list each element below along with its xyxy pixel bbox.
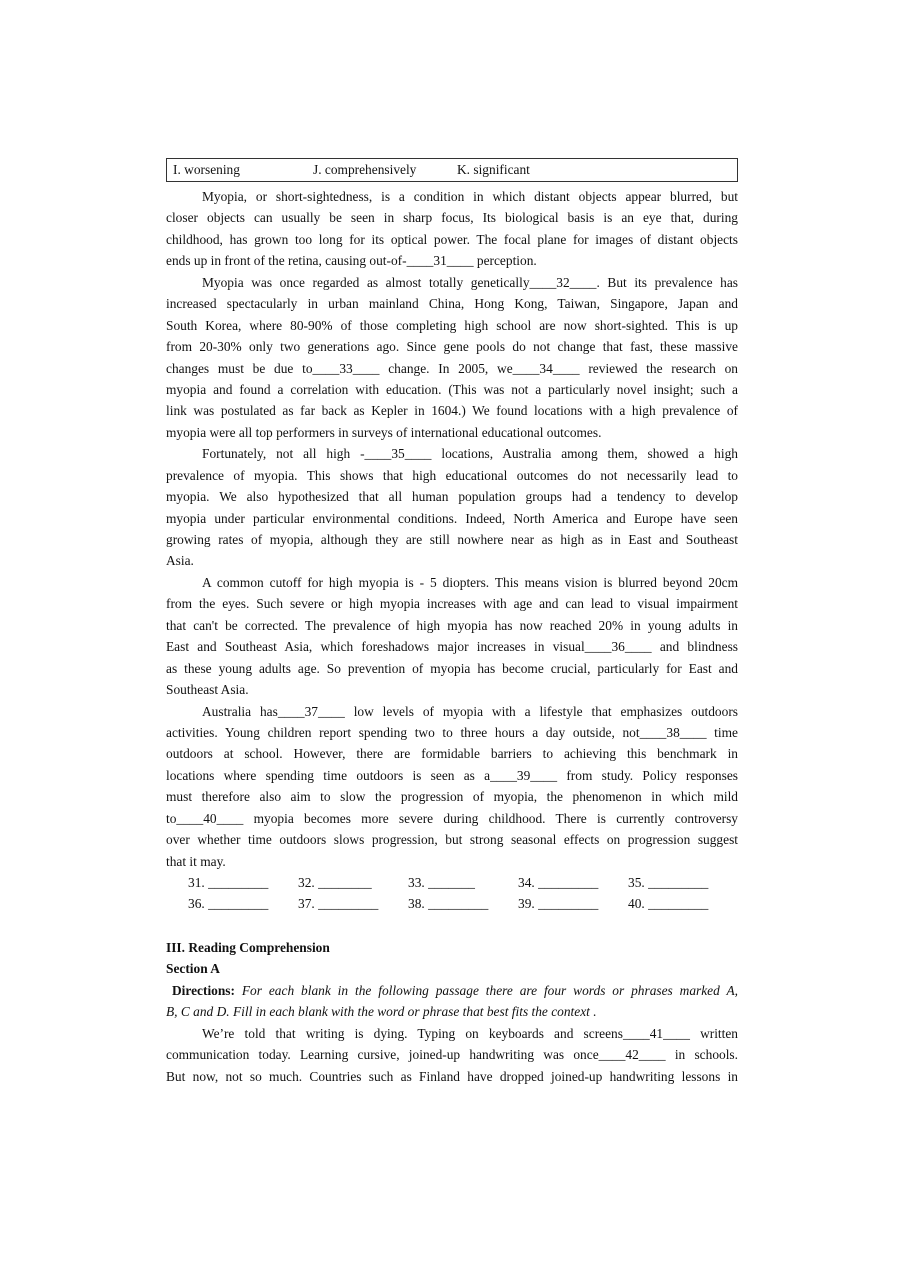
text-line: increased spectacularly in urban mainland China, Hong Kong, Taiwan, Singapore, Japan and [166,296,738,312]
text-line: myopia. We also hypothesized that all human population groups had a tendency to develop [166,489,738,505]
answer-blank[interactable]: 35. _________ [628,875,709,890]
text-line: South Korea, where 80-90% of those completing high school are now short-sighted. This is up [166,317,738,333]
text-line: We’re told that writing is dying. Typing on keyboards and screens____41____ written [202,1025,738,1041]
text-line: over whether time outdoors slows progression, but strong seasonal effects on progression suggest [166,832,738,848]
paragraph [166,443,738,572]
text-line: communication today. Learning cursive, joined-up handwriting was once____42____ in schools. [166,1047,738,1063]
answer-blanks [166,872,738,915]
answer-blank[interactable]: 33. _______ [408,875,475,890]
text-line: that it may. [166,853,226,869]
text-line: closer objects can usually be seen in sharp focus, Its biological basis is an eye that, during [166,210,738,226]
passage-writing [166,1023,738,1087]
text-line: ends up in front of the retina, causing out-of-____31____ perception. [166,253,537,269]
answer-blank[interactable]: 37. _________ [298,896,379,912]
section-subheading: Section A [166,961,220,977]
text-line: growing rates of myopia, although they are still nowhere near as high as in East and Southeast [166,532,738,547]
text-line: myopia under particular environmental conditions. Indeed, North America and Europe have seen [166,510,738,526]
answer-blank[interactable]: 32. ________ [298,875,372,890]
answer-blank[interactable]: 38. _________ [408,896,489,912]
word-option: J. comprehensively [313,162,417,177]
section-heading: III. Reading Comprehension [166,939,330,955]
text-line: as these young adults age. So prevention of myopia has become crucial, particularly for East and [166,660,738,676]
answer-blank[interactable]: 31. _________ [188,875,269,890]
paragraph [166,272,738,444]
text-line: from 20-30% only two generations ago. Since gene pools do not change that fast, these massive [166,339,738,355]
text-line: Fortunately, not all high -____35____ locations, Australia among them, showed a high [202,446,738,462]
text-line: Asia. [166,553,194,569]
text-line: A common cutoff for high myopia is - 5 diopters. This means vision is blurred beyond 20cm [202,574,738,590]
text-line: East and Southeast Asia, which foreshadows major increases in visual____36____ and blindness [166,639,738,655]
text-line: activities. Young children report spending two to three hours a day outside, not____38____ time [166,724,738,740]
text-line: Myopia was once regarded as almost totally genetically____32____. But its prevalence has [202,274,738,290]
directions-text: B, C and D. Fill in each blank with the word or phrase that best fits the context . [166,1004,597,1020]
word-option: I. worsening [173,162,240,177]
document-page [166,158,738,1087]
text-line: myopia and found a correlation with education. (This was not a particularly novel insight; such a [166,381,738,397]
text-line: Southeast Asia. [166,682,249,698]
passage-myopia [166,186,738,872]
directions [166,980,738,1023]
paragraph [166,572,738,701]
text-line: that can't be corrected. The prevalence of high myopia has now reached 20% in young adults in [166,617,738,633]
text-line: Australia has____37____ low levels of myopia with a lifestyle that emphasizes outdoors [202,703,738,719]
text-line: changes must be due to____33____ change. In 2005, we____34____ reviewed the research on [166,360,738,376]
text-line: childhood, has grown too long for its optical power. The focal plane for images of distant objects [166,231,738,247]
text-line: Myopia, or short-sightedness, is a condition in which distant objects appear blurred, but [202,189,738,204]
text-line: prevalence of myopia. This shows that high educational outcomes do not necessarily lead to [166,467,738,483]
answer-blank[interactable]: 34. _________ [518,875,599,890]
paragraph [166,186,738,272]
directions-label: Directions: [172,982,235,998]
answer-blank[interactable]: 40. _________ [628,896,709,912]
text-line: to____40____ myopia becomes more severe during childhood. There is currently controversy [166,810,738,826]
text-line: But now, not so much. Countries such as Finland have dropped joined-up handwriting lessons in [166,1068,738,1084]
text-line: from the eyes. Such severe or high myopia increases with age and can lead to visual impairment [166,596,738,612]
text-line: locations where spending time outdoors is seen as a____39____ from study. Policy responses [166,767,738,783]
answer-row [166,872,738,893]
paragraph [166,701,738,873]
text-line: must therefore also aim to slow the progression of myopia, the phenomenon in which mild [166,789,738,805]
word-bank-box [166,158,738,182]
text-line: outdoors at school. However, there are formidable barriers to achieving this benchmark in [166,746,738,762]
word-option: K. significant [457,162,530,177]
text-line: link was postulated as far back as Kepler in 1604.) We found locations with a high prevalence of [166,403,738,419]
answer-blank[interactable]: 39. _________ [518,896,599,912]
directions-text: For each blank in the following passage there are four words or phrases marked A, [234,982,738,998]
answer-blank[interactable]: 36. _________ [188,896,269,912]
answer-row [166,893,738,914]
text-line: myopia were all top performers in surveys of international educational outcomes. [166,424,602,440]
